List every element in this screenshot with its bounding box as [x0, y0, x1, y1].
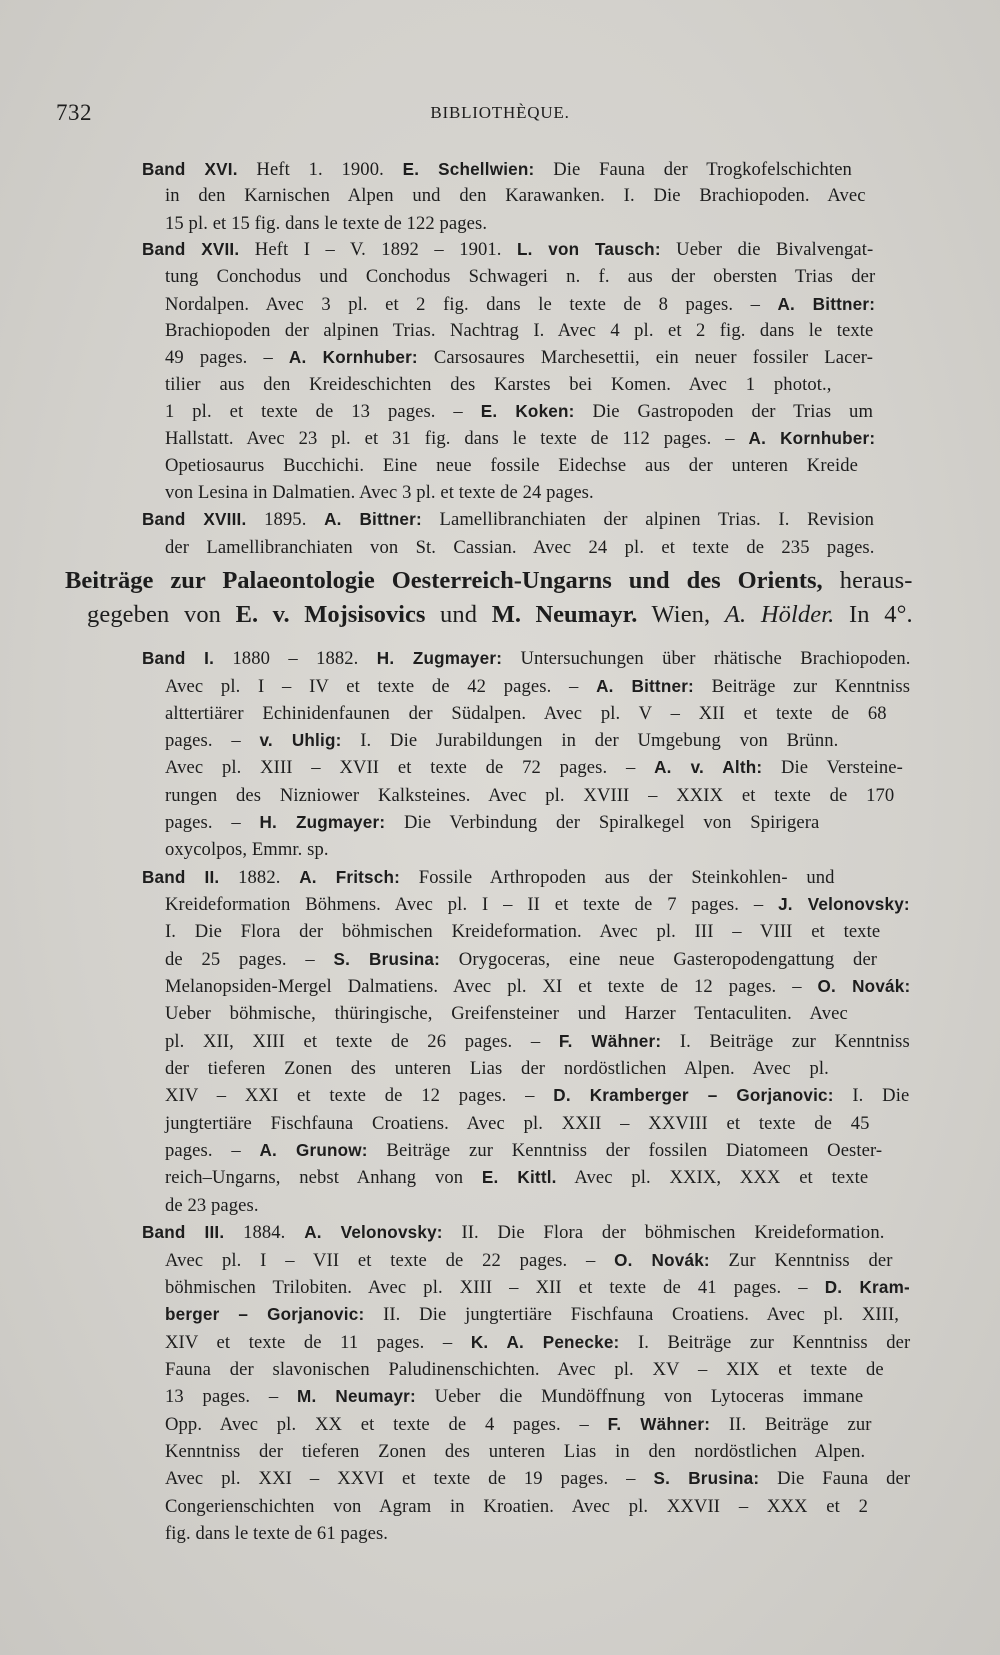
text-line: [165, 975, 910, 999]
text-line: [165, 920, 880, 944]
text-line: [165, 948, 877, 972]
bold-text: O. Novák:: [817, 977, 911, 996]
bold-text: D. Kram-: [824, 1278, 910, 1297]
series-title-text: M. Neumayr.: [491, 601, 638, 628]
text-segment: Ueber die Bivalvengat-: [660, 239, 874, 260]
text-segment: in den Karnischen Alpen und den Karawanken. I. Die Brachiopoden. Avec: [165, 185, 866, 206]
text-segment: I. Die Jurabildungen in der Umgebung von Brünn.: [341, 730, 839, 751]
text-segment: von Lesina in Dalmatien. Avec 3 pl. et texte de 24 pages.: [165, 482, 594, 503]
text-segment: Zur Kenntniss der: [709, 1250, 893, 1271]
bold-text: J. Velonovsky:: [778, 895, 910, 914]
text-line: [165, 1249, 893, 1273]
text-line: [165, 1303, 899, 1327]
bold-text: Band XVIII.: [142, 510, 247, 529]
text-segment: pl. XII, XIII et texte de 26 pages. –: [165, 1031, 559, 1052]
text-segment: Fossile Arthropoden aus der Steinkohlen- und: [400, 867, 835, 888]
text-segment: Hallstatt. Avec 23 pl. et 31 fig. dans le texte de 112 pages. –: [165, 428, 749, 449]
text-line: [165, 1002, 848, 1026]
text-segment: 49 pages. –: [165, 347, 289, 368]
bold-text: F. Wähner:: [607, 1415, 711, 1434]
bold-text: F. Wähner:: [558, 1032, 662, 1051]
text-line: [165, 1084, 909, 1108]
text-line: [165, 481, 594, 505]
text-segment: I. Beiträge zur Kenntniss: [661, 1031, 910, 1052]
text-segment: Brachiopoden der alpinen Trias. Nachtrag I. Avec 4 pl. et 2 fig. dans le texte: [165, 320, 874, 341]
series-title-text: Beiträge zur Palaeontologie Oesterreich-Ungarns und des Orients,: [65, 567, 823, 594]
text-segment: Die Fauna der Trogkofelschichten: [534, 159, 852, 180]
text-segment: heraus-: [822, 567, 913, 594]
bold-text: A. Kornhuber:: [748, 429, 876, 448]
bold-text: L. von Tausch:: [517, 240, 661, 259]
text-segment: Avec pl. I – IV et texte de 42 pages. –: [165, 676, 597, 697]
text-line: [165, 729, 838, 753]
text-segment: Nordalpen. Avec 3 pl. et 2 fig. dans le texte de 8 pages. –: [165, 294, 778, 315]
text-segment: Ueber böhmische, thüringische, Greifensteiner und Harzer Tentaculiten. Avec: [165, 1003, 848, 1024]
text-segment: Die Verbindung der Spiralkegel von Spirigera: [385, 812, 820, 833]
text-segment: Kenntniss der tieferen Zonen des unteren Lias in den nordöstlichen Alpen.: [165, 1441, 866, 1462]
text-segment: Avec pl. XXI – XXVI et texte de 19 pages. –: [165, 1468, 654, 1489]
text-segment: Beiträge zur Kenntniss: [693, 676, 911, 697]
text-segment: rungen des Nizniower Kalksteines. Avec pl. XVIII – XXIX et texte de 170: [165, 785, 895, 806]
text-segment: Heft 1. 1900.: [237, 159, 403, 180]
text-segment: und: [425, 601, 492, 628]
text-line: [142, 1221, 884, 1245]
text-line: [165, 1139, 882, 1163]
text-line: [165, 1495, 868, 1519]
text-segment: Untersuchungen über rhätische Brachiopoden.: [502, 648, 911, 669]
text-segment: II. Beiträge zur: [710, 1414, 872, 1435]
text-segment: Opp. Avec pl. XX et texte de 4 pages. –: [165, 1414, 608, 1435]
bold-text: v. Uhlig:: [259, 731, 342, 750]
bold-text: O. Novák:: [614, 1251, 710, 1270]
text-segment: böhmischen Trilobiten. Avec pl. XIII – XII et texte de 41 pages. –: [165, 1277, 825, 1298]
bold-text: K. A. Penecke:: [470, 1333, 620, 1352]
text-line: [165, 1112, 870, 1136]
text-segment: Opetiosaurus Bucchichi. Eine neue fossile Eidechse aus der unteren Kreide: [165, 455, 858, 476]
text-segment: Avec pl. I – VII et texte de 22 pages. –: [165, 1250, 615, 1271]
text-segment: Avec pl. XXIX, XXX et texte: [556, 1167, 869, 1188]
text-line: [142, 238, 873, 262]
running-title: BIBLIOTHÈQUE.: [430, 103, 570, 122]
text-segment: II. Die jungtertiäre Fischfauna Croatiens. Avec pl. XIII,: [364, 1304, 899, 1325]
bold-text: A. v. Alth:: [654, 758, 763, 777]
italic-text: A. Hölder.: [724, 601, 835, 628]
bold-text: M. Neumayr:: [297, 1387, 416, 1406]
text-segment: 13 pages. –: [165, 1386, 298, 1407]
text-line: [165, 811, 819, 835]
text-segment: I. Beiträge zur Kenntniss der: [619, 1332, 911, 1353]
text-line: [165, 1440, 865, 1464]
text-line: [165, 1385, 863, 1409]
text-line: [165, 1467, 910, 1491]
text-line: [165, 1166, 868, 1190]
text-segment: Avec pl. XIII – XVII et texte de 72 pages. –: [165, 757, 655, 778]
bold-text: S. Brusina:: [653, 1469, 760, 1488]
text-segment: XIV – XXI et texte de 12 pages. –: [165, 1085, 554, 1106]
text-segment: de 23 pages.: [165, 1195, 259, 1216]
text-segment: Lamellibranchiaten der alpinen Trias. I. Revision: [421, 509, 875, 530]
text-line: [165, 319, 873, 343]
bold-text: H. Zugmayer:: [259, 813, 386, 832]
bold-text: A. Bittner:: [777, 295, 876, 314]
text-line: [165, 1057, 829, 1081]
text-segment: reich–Ungarns, nebst Anhang von: [165, 1167, 482, 1188]
text-segment: Carsosaures Marchesettii, ein neuer fossiler Lacer-: [417, 347, 874, 368]
text-line: [87, 600, 913, 630]
text-line: [165, 373, 832, 397]
text-segment: 1880 – 1882.: [214, 648, 377, 669]
text-line: [165, 756, 903, 780]
text-segment: jungtertiäre Fischfauna Croatiens. Avec pl. XXII – XXVIII et texte de 45: [165, 1113, 870, 1134]
bold-text: A. Bittner:: [596, 677, 694, 696]
bold-text: A. Grunow:: [259, 1141, 368, 1160]
text-segment: der tieferen Zonen des unteren Lias der nordöstlichen Alpen. Avec pl.: [165, 1058, 829, 1079]
text-line: [165, 675, 910, 699]
text-segment: tilier aus den Kreideschichten des Karstes bei Komen. Avec 1 photot.,: [165, 374, 832, 395]
text-line: [165, 212, 487, 236]
text-line: [165, 1413, 872, 1437]
text-segment: 1884.: [224, 1222, 305, 1243]
bold-text: H. Zugmayer:: [376, 649, 503, 668]
text-line: [165, 184, 866, 208]
text-line: [142, 508, 874, 532]
text-line: [165, 1331, 910, 1355]
text-segment: Melanopsiden-Mergel Dalmatiens. Avec pl. XI et texte de 12 pages. –: [165, 976, 818, 997]
text-line: [165, 1358, 884, 1382]
text-line: [165, 1194, 259, 1218]
text-segment: Wien,: [637, 601, 725, 628]
text-segment: Ueber die Mundöffnung von Lytoceras immane: [415, 1386, 864, 1407]
bold-text: E. Koken:: [480, 402, 575, 421]
text-line: [165, 400, 873, 424]
text-line: [165, 784, 894, 808]
text-segment: XIV et texte de 11 pages. –: [165, 1332, 471, 1353]
text-line: [165, 702, 887, 726]
text-line: [165, 1030, 910, 1054]
text-line: [142, 647, 910, 671]
text-segment: In 4°.: [834, 601, 913, 628]
bold-text: E. Schellwien:: [402, 160, 535, 179]
text-segment: 1882.: [219, 867, 300, 888]
text-segment: I. Die Flora der böhmischen Kreideformation. Avec pl. III – VIII et texte: [165, 921, 881, 942]
bold-text: berger – Gorjanovic:: [165, 1305, 365, 1324]
text-segment: de 25 pages. –: [165, 949, 334, 970]
text-segment: pages. –: [165, 812, 260, 833]
bold-text: D. Kramberger – Gorjanovic:: [553, 1086, 834, 1105]
text-segment: Beiträge zur Kenntniss der fossilen Diatomeen Oester-: [367, 1140, 883, 1161]
text-segment: Die Fauna der: [759, 1468, 911, 1489]
text-segment: Die Versteine-: [762, 757, 903, 778]
bold-text: A. Kornhuber:: [288, 348, 418, 367]
text-segment: oxycolpos, Emmr. sp.: [165, 839, 329, 860]
text-line: [165, 536, 875, 560]
text-segment: II. Die Flora der böhmischen Kreideformation.: [442, 1222, 885, 1243]
text-line: [165, 346, 873, 370]
text-line: [165, 838, 329, 862]
text-line: [65, 566, 913, 596]
text-line: [165, 427, 875, 451]
bold-text: A. Velonovsky:: [304, 1223, 443, 1242]
bold-text: E. Kittl.: [481, 1168, 557, 1187]
text-segment: der Lamellibranchiaten von St. Cassian. Avec 24 pl. et texte de 235 pages.: [165, 537, 875, 558]
text-line: [142, 158, 852, 182]
text-segment: Congerienschichten von Agram in Kroatien. Avec pl. XXVII – XXX et 2: [165, 1496, 869, 1517]
text-segment: Orygoceras, eine neue Gasteropodengattung der: [440, 949, 878, 970]
text-line: [165, 454, 858, 478]
page-number: 732: [56, 100, 92, 125]
text-segment: tung Conchodus und Conchodus Schwageri n. f. aus der obersten Trias der: [165, 266, 876, 287]
text-line: [165, 293, 875, 317]
bold-text: S. Brusina:: [333, 950, 441, 969]
bold-text: Band I.: [142, 649, 215, 668]
text-line: [142, 866, 835, 890]
bold-text: Band III.: [142, 1223, 225, 1242]
bold-text: Band XVI.: [142, 160, 238, 179]
text-segment: Die Gastropoden der Trias um: [574, 401, 874, 422]
text-line: [165, 265, 875, 289]
series-title-text: E. v. Mojsisovics: [235, 601, 426, 628]
text-segment: gegeben von: [87, 601, 236, 628]
text-segment: fig. dans le texte de 61 pages.: [165, 1523, 389, 1544]
text-segment: I. Die: [833, 1085, 910, 1106]
text-segment: 1895.: [246, 509, 325, 530]
text-segment: Kreideformation Böhmens. Avec pl. I – II et texte de 7 pages. –: [165, 894, 779, 915]
text-line: [165, 1276, 910, 1300]
text-segment: Fauna der slavonischen Paludinenschichten. Avec pl. XV – XIX et texte de: [165, 1359, 884, 1380]
bold-text: A. Bittner:: [324, 510, 422, 529]
bold-text: Band II.: [142, 868, 220, 887]
text-segment: pages. –: [165, 730, 260, 751]
bold-text: A. Fritsch:: [299, 868, 401, 887]
text-line: [165, 1522, 388, 1546]
text-segment: pages. –: [165, 1140, 260, 1161]
text-segment: 15 pl. et 15 fig. dans le texte de 122 pages.: [165, 213, 488, 234]
text-segment: alttertiärer Echinidenfaunen der Südalpen. Avec pl. V – XII et texte de 68: [165, 703, 887, 724]
text-segment: 1 pl. et texte de 13 pages. –: [165, 401, 481, 422]
text-segment: Heft I – V. 1892 – 1901.: [239, 239, 518, 260]
text-line: [165, 893, 910, 917]
bold-text: Band XVII.: [142, 240, 240, 259]
